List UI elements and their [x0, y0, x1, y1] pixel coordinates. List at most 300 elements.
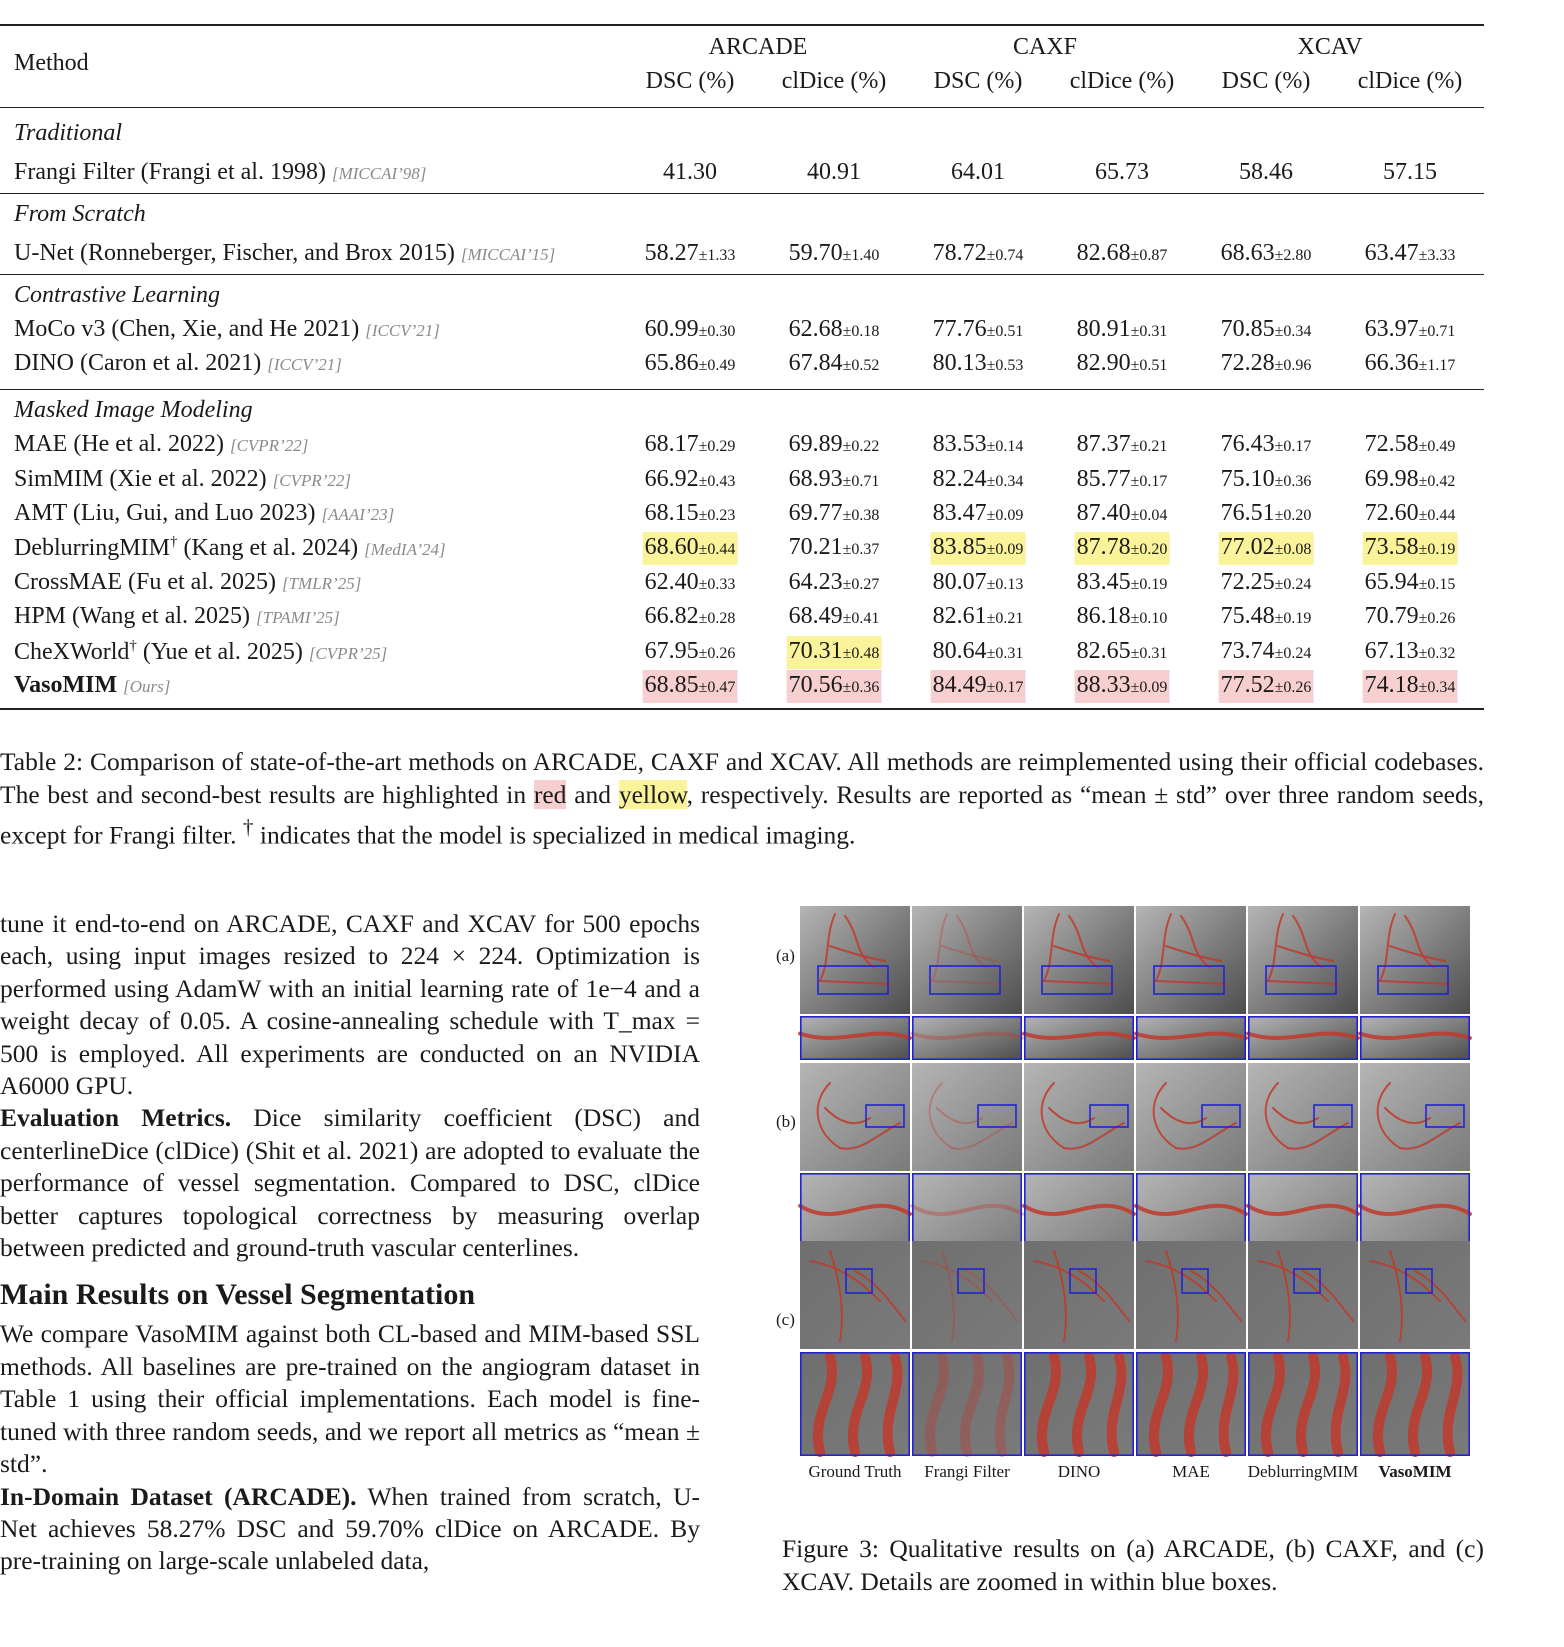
table-top-rule — [0, 24, 1484, 26]
table-cell — [787, 532, 882, 565]
cell-std: ±0.17 — [986, 679, 1024, 696]
angiogram-background — [1136, 1063, 1246, 1171]
cell-std: ±0.43 — [698, 472, 736, 490]
method-label: SimMIM (Xie et al. 2022) — [14, 465, 267, 492]
table-cell — [787, 670, 882, 703]
cell-mean: 72.25 — [1220, 568, 1275, 595]
cell-std: ±0.17 — [1130, 472, 1168, 490]
header-rule — [0, 107, 1484, 108]
table-cell — [643, 498, 738, 531]
cell-mean: 64.01 — [951, 159, 1005, 186]
method-label: CheXWorld — [14, 638, 130, 665]
section-label: Traditional — [14, 120, 123, 146]
cell-std: ±0.22 — [842, 438, 880, 456]
cell-mean: 60.99 — [644, 316, 699, 342]
cell-std: ±0.15 — [1418, 575, 1456, 593]
method-name — [14, 569, 361, 596]
header-metric: clDice (%) — [781, 68, 887, 94]
paragraph-metrics — [0, 1102, 700, 1264]
table-cell — [1363, 348, 1458, 381]
venue-tag: [CVPR’22] — [272, 470, 352, 490]
venue-tag: [MedIA’24] — [364, 540, 446, 560]
angiogram-background — [1360, 1241, 1470, 1349]
cell-mean: 78.72 — [932, 240, 987, 267]
cell-std: ±0.36 — [1274, 472, 1312, 490]
cell-mean: 87.78 — [1076, 534, 1131, 561]
cell-std: ±0.31 — [1130, 644, 1168, 662]
cell-mean: 84.49 — [932, 672, 987, 698]
figure-panel — [1248, 1063, 1358, 1171]
table-cell — [931, 636, 1026, 669]
table-cell — [1219, 238, 1314, 271]
table-cell — [805, 157, 863, 187]
angiogram-background — [1248, 1241, 1358, 1349]
table-cell — [1075, 464, 1170, 497]
table-cell — [1075, 601, 1170, 634]
cell-std: ±0.19 — [1418, 541, 1456, 559]
cell-mean: 70.56 — [788, 672, 843, 698]
header-dataset-arcade: ARCADE — [708, 34, 808, 60]
cell-std: ±0.20 — [1274, 507, 1312, 524]
cell-mean: 82.68 — [1076, 240, 1131, 267]
method-label: U-Net (Ronneberger, Fischer, and Brox 2015) — [14, 240, 455, 267]
table-cell — [931, 464, 1026, 497]
table-cell — [1363, 636, 1458, 669]
angiogram-background — [1248, 906, 1358, 1014]
cell-mean: 68.63 — [1220, 240, 1275, 267]
angiogram-background — [1136, 1241, 1246, 1349]
method-name — [14, 431, 308, 458]
cell-mean: 66.92 — [644, 465, 699, 492]
figure-caption: Figure 3: Qualitative results on (a) ARCADE, (b) CAXF, and (c) XCAV. Details are zoomed in within blue boxes. — [782, 1534, 1484, 1596]
table-cell — [931, 567, 1026, 600]
cell-std: ±0.14 — [986, 438, 1024, 456]
section-rule — [0, 389, 1484, 390]
cell-std: ±0.47 — [698, 679, 736, 696]
figure-panel — [1024, 1352, 1134, 1456]
table-cell — [931, 348, 1026, 381]
figure-panel — [912, 1352, 1022, 1456]
method-label: Frangi Filter (Frangi et al. 1998) — [14, 159, 326, 186]
cell-std: ±0.96 — [1274, 357, 1312, 375]
table-cell — [1237, 157, 1295, 187]
angiogram-background — [1024, 1063, 1134, 1171]
section-label: Masked Image Modeling — [14, 396, 253, 423]
cell-std: ±0.21 — [1130, 438, 1168, 456]
angiogram-background — [1024, 1241, 1134, 1349]
cell-mean: 67.95 — [644, 637, 699, 664]
paragraph-setup: tune it end-to-end on ARCADE, CAXF and XCAV for 500 epochs each, using input images resized to 224 × 224. Optimization is performed using AdamW with an initial learning rate of 1e−4 and a weight decay of 0.05. A cosine-annealing schedule with T_max = 500 is employed. All experiments are conducted on an NVIDIA A6000 GPU. — [0, 909, 700, 1101]
table-cell — [643, 429, 738, 462]
cell-mean: 68.49 — [788, 603, 843, 630]
cell-mean: 66.82 — [644, 603, 699, 630]
table-cell — [787, 348, 882, 381]
column-label: MAE — [1172, 1462, 1210, 1481]
cell-mean: 83.47 — [932, 500, 987, 526]
cell-mean: 86.18 — [1076, 603, 1131, 630]
row-label: (c) — [776, 1310, 795, 1329]
cell-std: ±0.37 — [842, 541, 880, 559]
cell-std: ±0.21 — [986, 610, 1024, 628]
paragraph-lead: Evaluation Metrics. — [0, 1103, 232, 1133]
method-label: AMT (Liu, Gui, and Luo 2023) — [14, 500, 316, 526]
caption-text: Table 2: Comparison of state-of-the-art methods on ARCADE, CAXF and XCAV. All methods are reimplemented using their official codebases. The best and second-best results are highlighted in — [0, 747, 1484, 809]
cell-std: ±0.26 — [1274, 679, 1312, 696]
table-cell — [1219, 567, 1314, 600]
figure-panel — [1024, 1016, 1134, 1060]
table-cell — [787, 464, 882, 497]
cell-mean: 70.31 — [788, 637, 843, 664]
column-label: DINO — [1057, 1462, 1101, 1481]
table-cell — [1219, 314, 1314, 347]
cell-mean: 73.74 — [1220, 637, 1275, 664]
cell-mean: 70.79 — [1364, 603, 1419, 630]
paragraph-lead: In-Domain Dataset (ARCADE). — [0, 1481, 357, 1511]
cell-mean: 70.21 — [788, 534, 843, 561]
cell-mean: 62.68 — [788, 316, 843, 342]
table-cell — [1363, 670, 1458, 703]
cell-mean: 82.61 — [932, 603, 987, 630]
table-cell — [1363, 498, 1458, 531]
table-cell — [643, 670, 738, 703]
cell-std: ±0.74 — [986, 247, 1024, 265]
angiogram-background — [1360, 1063, 1470, 1171]
figure-panel — [912, 1063, 1022, 1171]
figure-panel — [1360, 1241, 1470, 1349]
cell-std: ±2.80 — [1274, 247, 1312, 265]
cell-std: ±0.71 — [842, 472, 880, 490]
paragraph-text: When trained from scratch, U-Net achieves 58.27% DSC and 59.70% clDice on ARCADE. By pre-training on large-scale unlabeled data, — [0, 1481, 700, 1576]
figure-panel — [800, 1241, 910, 1349]
figure-panel — [1248, 906, 1358, 1014]
cell-mean: 59.70 — [788, 240, 843, 267]
venue-tag: [CVPR’25] — [308, 643, 388, 663]
figure-panel — [1024, 906, 1134, 1014]
cell-mean: 75.48 — [1220, 603, 1275, 630]
qualitative-grid — [782, 906, 1484, 1516]
method-name — [14, 638, 387, 666]
caption-yellow-mark: yellow — [618, 780, 687, 809]
cell-std: ±1.40 — [842, 247, 880, 265]
cell-mean: 68.17 — [644, 431, 699, 458]
cell-mean: 80.07 — [932, 568, 987, 595]
cell-std: ±0.52 — [842, 357, 880, 375]
paragraph-in-domain — [0, 1481, 700, 1578]
cell-mean: 58.46 — [1239, 159, 1293, 186]
cell-mean: 77.02 — [1220, 534, 1275, 561]
table-cell — [661, 157, 719, 187]
venue-tag: [Ours] — [123, 677, 171, 696]
section-label: Contrastive Learning — [14, 281, 221, 308]
dagger-mark: † — [169, 534, 178, 551]
table-cell — [931, 532, 1026, 565]
cell-mean: 40.91 — [807, 159, 861, 186]
table-cell — [787, 498, 882, 531]
cell-std: ±0.32 — [1418, 644, 1456, 662]
table-cell — [643, 532, 738, 565]
cell-std: ±0.44 — [698, 541, 736, 559]
angiogram-background — [800, 1241, 910, 1349]
table-cell — [1075, 532, 1170, 565]
cell-mean: 74.18 — [1364, 672, 1419, 698]
figure-panel — [1248, 1016, 1358, 1060]
figure-panel — [912, 906, 1022, 1014]
cell-std: ±0.49 — [698, 357, 736, 375]
cell-std: ±0.19 — [1274, 610, 1312, 628]
header-metric: DSC (%) — [1221, 68, 1311, 94]
venue-tag: [TMLR’25] — [281, 573, 362, 593]
table-cell — [643, 636, 738, 669]
table-cell — [1075, 348, 1170, 381]
table-cell — [1093, 157, 1151, 187]
figure-panel — [1360, 1016, 1470, 1060]
angiogram-background — [1248, 1063, 1358, 1171]
cell-mean: 67.13 — [1364, 637, 1419, 664]
cell-std: ±0.09 — [986, 507, 1024, 524]
figure-panel — [800, 1352, 910, 1456]
table-cell — [1219, 636, 1314, 669]
method-citation: (Kang et al. 2024) — [177, 535, 359, 562]
table-cell — [931, 498, 1026, 531]
body-text-column — [0, 908, 700, 1578]
method-label: VasoMIM — [14, 672, 118, 698]
cell-mean: 82.90 — [1076, 350, 1131, 377]
cell-std: ±0.34 — [1274, 323, 1312, 340]
cell-std: ±0.09 — [1130, 679, 1168, 696]
cell-mean: 83.85 — [932, 534, 987, 561]
cell-mean: 68.85 — [644, 672, 699, 698]
angiogram-background — [1136, 906, 1246, 1014]
table-cell — [787, 567, 882, 600]
table-cell — [931, 238, 1026, 271]
method-name — [14, 500, 394, 527]
cell-std: ±0.33 — [698, 575, 736, 593]
table-cell — [643, 238, 738, 271]
cell-mean: 69.77 — [788, 500, 843, 526]
cell-std: ±0.19 — [1130, 575, 1168, 593]
figure-panel — [1024, 1063, 1134, 1171]
cell-std: ±0.26 — [698, 644, 736, 662]
cell-mean: 72.58 — [1364, 431, 1419, 458]
cell-mean: 80.91 — [1076, 316, 1131, 342]
method-label: MAE (He et al. 2022) — [14, 431, 224, 458]
cell-std: ±3.33 — [1418, 247, 1456, 265]
table-cell — [1219, 498, 1314, 531]
table-cell — [1075, 670, 1170, 703]
table-cell — [787, 601, 882, 634]
cell-mean: 77.76 — [932, 316, 987, 342]
figure-3 — [776, 906, 1484, 1516]
cell-std: ±0.36 — [842, 679, 880, 696]
table-cell — [931, 601, 1026, 634]
table-cell — [1363, 464, 1458, 497]
method-name — [14, 316, 440, 343]
table-cell — [787, 636, 882, 669]
figure-panel — [1136, 1016, 1246, 1060]
table-cell — [949, 157, 1007, 187]
table-cell — [1219, 348, 1314, 381]
cell-mean: 68.93 — [788, 465, 843, 492]
venue-tag: [MICCAI’98] — [331, 164, 427, 184]
angiogram-background — [800, 906, 910, 1014]
cell-mean: 63.97 — [1364, 316, 1419, 342]
table-cell — [1075, 429, 1170, 462]
cell-mean: 88.33 — [1076, 672, 1131, 698]
header-method: Method — [14, 50, 89, 76]
cell-mean: 58.27 — [644, 240, 699, 267]
table-cell — [643, 567, 738, 600]
cell-std: ±1.17 — [1418, 357, 1456, 375]
cell-std: ±0.34 — [986, 472, 1024, 490]
column-label: Ground Truth — [808, 1462, 902, 1481]
cell-mean: 70.85 — [1220, 316, 1275, 342]
table-cell — [931, 429, 1026, 462]
cell-mean: 82.24 — [932, 465, 987, 492]
table-caption — [0, 745, 1484, 852]
figure-panel — [800, 1016, 910, 1060]
cell-mean: 57.15 — [1383, 159, 1437, 186]
figure-panel — [800, 906, 910, 1014]
method-label: CrossMAE (Fu et al. 2025) — [14, 568, 276, 595]
cell-std: ±0.28 — [698, 610, 736, 628]
angiogram-background — [912, 1241, 1022, 1349]
cell-std: ±0.23 — [698, 507, 736, 524]
column-label: VasoMIM — [1378, 1462, 1452, 1481]
figure-panel — [1024, 1241, 1134, 1349]
cell-std: ±0.87 — [1130, 247, 1168, 265]
table-cell — [1075, 498, 1170, 531]
dagger-mark: † — [129, 637, 137, 654]
header-metric: clDice (%) — [1069, 68, 1175, 94]
figure-panel — [1136, 1063, 1246, 1171]
cell-std: ±0.08 — [1274, 541, 1312, 559]
cell-std: ±0.38 — [842, 507, 880, 524]
venue-tag: [TPAMI’25] — [256, 608, 340, 628]
section-label: From Scratch — [14, 200, 146, 227]
method-label: HPM (Wang et al. 2025) — [14, 603, 251, 630]
method-label: DeblurringMIM — [14, 535, 170, 562]
table-cell — [1363, 567, 1458, 600]
cell-std: ±0.20 — [1130, 541, 1168, 559]
section-rule — [0, 193, 1484, 194]
cell-mean: 65.86 — [644, 350, 699, 377]
section-heading: Main Results on Vessel Segmentation — [0, 1278, 476, 1312]
cell-std: ±0.13 — [986, 575, 1024, 593]
header-dataset-xcav: XCAV — [1297, 34, 1363, 60]
cell-std: ±0.49 — [1418, 438, 1456, 456]
table-cell — [787, 238, 882, 271]
cell-std: ±0.24 — [1274, 575, 1312, 593]
cell-mean: 87.37 — [1076, 431, 1131, 458]
figure-panel — [912, 1016, 1022, 1060]
cell-std: ±0.51 — [986, 323, 1024, 340]
table-cell — [1381, 157, 1439, 187]
figure-panel — [1360, 906, 1470, 1014]
method-name — [14, 534, 446, 562]
cell-std: ±0.71 — [1418, 323, 1456, 340]
table-cell — [931, 670, 1026, 703]
table-cell — [643, 314, 738, 347]
venue-tag: [CVPR’22] — [229, 436, 309, 456]
method-label: DINO (Caron et al. 2021) — [14, 350, 262, 377]
cell-std: ±0.44 — [1418, 507, 1456, 524]
column-label: DeblurringMIM — [1247, 1462, 1359, 1481]
cell-std: ±0.31 — [1130, 323, 1168, 340]
cell-mean: 62.40 — [644, 568, 699, 595]
cell-std: ±0.31 — [986, 644, 1024, 662]
table-cell — [643, 348, 738, 381]
table-cell — [787, 429, 882, 462]
figure-panel — [1136, 906, 1246, 1014]
table-cell — [1219, 532, 1314, 565]
cell-mean: 80.64 — [932, 637, 987, 664]
cell-mean: 64.23 — [788, 568, 843, 595]
cell-mean: 77.52 — [1220, 672, 1275, 698]
method-name — [14, 603, 340, 630]
cell-mean: 80.13 — [932, 350, 987, 377]
caption-red-mark: red — [533, 780, 567, 809]
header-metric: DSC (%) — [645, 68, 735, 94]
method-name — [14, 240, 555, 267]
cell-std: ±0.29 — [698, 438, 736, 456]
figure-panel — [800, 1063, 910, 1171]
cell-mean: 85.77 — [1076, 465, 1131, 492]
cell-mean: 69.98 — [1364, 465, 1419, 492]
method-label: MoCo v3 (Chen, Xie, and He 2021) — [14, 316, 360, 342]
figure-panel — [1360, 1352, 1470, 1456]
table-cell — [931, 314, 1026, 347]
caption-dagger: † — [242, 815, 254, 839]
cell-mean: 67.84 — [788, 350, 843, 377]
table-cell — [643, 601, 738, 634]
section-rule — [0, 274, 1484, 275]
cell-mean: 73.58 — [1364, 534, 1419, 561]
table-cell — [1219, 429, 1314, 462]
header-metric: clDice (%) — [1357, 68, 1463, 94]
paragraph-text: Dice similarity coefficient (DSC) and centerlineDice (clDice) (Shit et al. 2021) are adopted to evaluate the performance of vessel segmentation. Compared to DSC, clDice better captures topological correctness by measuring overlap between predicted and ground-truth vascular centerlines. — [0, 1103, 700, 1263]
cell-std: ±0.10 — [1130, 610, 1168, 628]
table-cell — [643, 464, 738, 497]
cell-std: ±0.04 — [1130, 507, 1168, 524]
cell-mean: 87.40 — [1076, 500, 1131, 526]
paragraph-comparison: We compare VasoMIM against both CL-based and MIM-based SSL methods. All baselines are pre-trained on the angiogram dataset in Table 1 using their official implementations. Each model is fine-tuned with three random seeds, and we report all metrics as “mean ± std”. — [0, 1319, 700, 1479]
table-cell — [1363, 238, 1458, 271]
cell-mean: 68.60 — [644, 534, 699, 561]
figure-panel — [1136, 1352, 1246, 1456]
method-name — [14, 159, 426, 186]
cell-mean: 68.15 — [644, 500, 699, 526]
figure-panel — [1136, 1241, 1246, 1349]
cell-mean: 82.65 — [1076, 637, 1131, 664]
table-cell — [1219, 670, 1314, 703]
cell-std: ±0.27 — [842, 575, 880, 593]
angiogram-background — [1024, 906, 1134, 1014]
table-cell — [1219, 464, 1314, 497]
cell-mean: 41.30 — [663, 159, 717, 186]
table-cell — [787, 314, 882, 347]
venue-tag: [MICCAI’15] — [460, 245, 556, 265]
table-cell — [1363, 314, 1458, 347]
figure-panel — [912, 1241, 1022, 1349]
method-name — [14, 466, 351, 493]
method-citation: (Yue et al. 2025) — [136, 638, 303, 665]
cell-mean: 72.28 — [1220, 350, 1275, 377]
cell-mean: 66.36 — [1364, 350, 1419, 377]
cell-std: ±0.24 — [1274, 644, 1312, 662]
cell-std: ±0.09 — [986, 541, 1024, 559]
caption-text: and — [566, 780, 619, 809]
table-cell — [1363, 429, 1458, 462]
